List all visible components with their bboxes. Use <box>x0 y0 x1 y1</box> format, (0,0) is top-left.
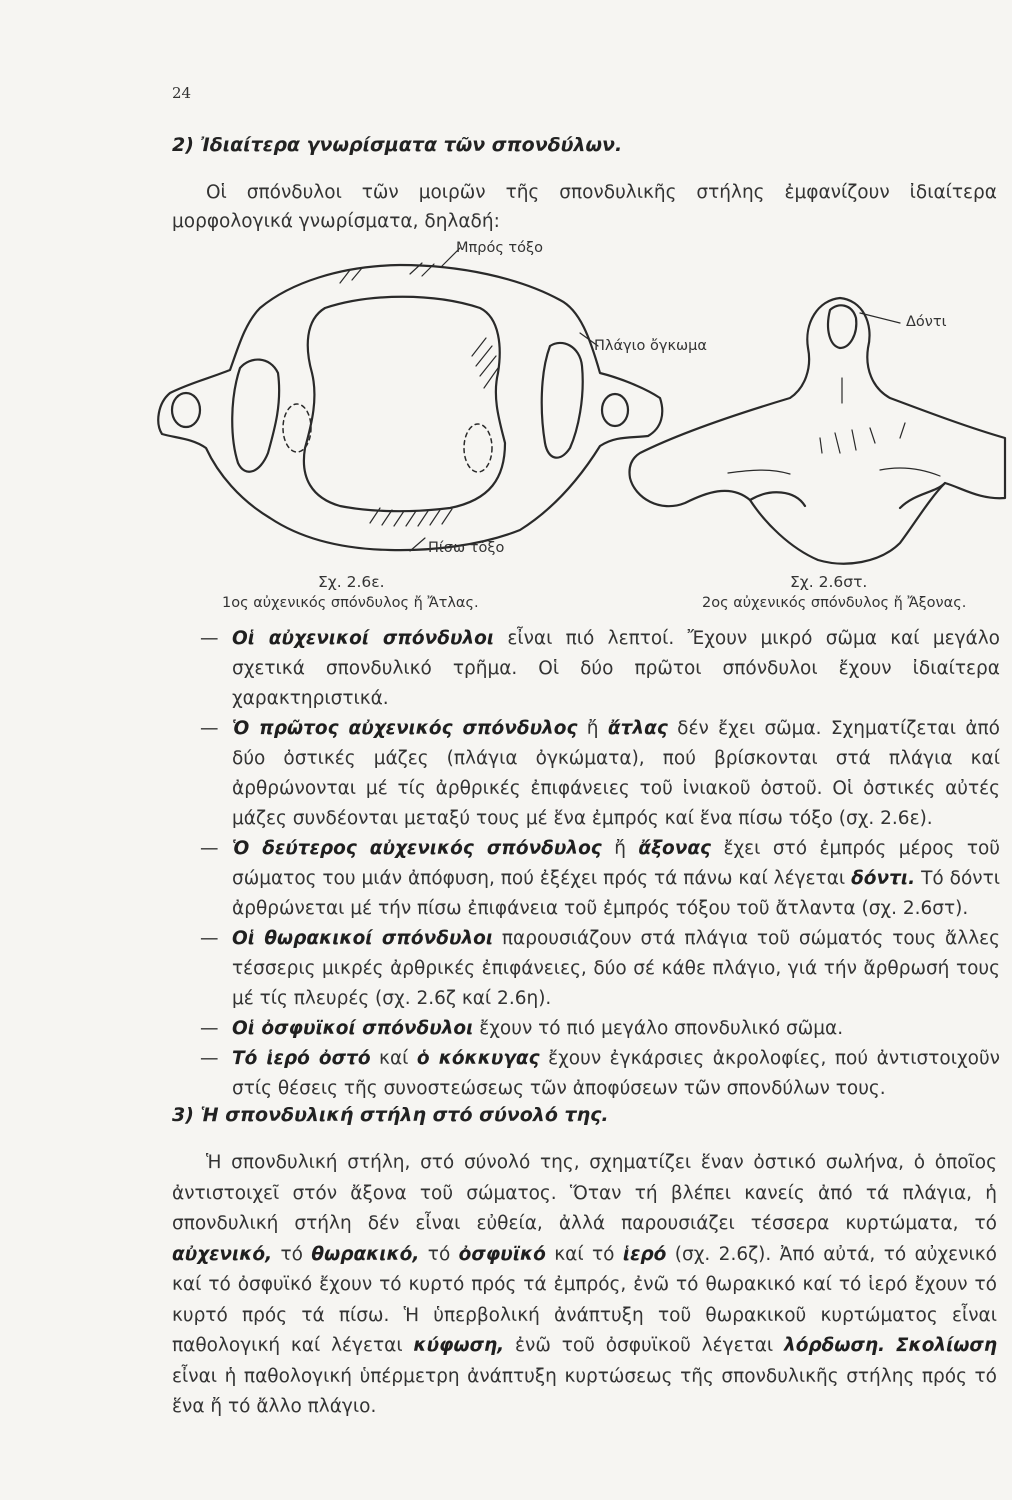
label-dens: Δόντι <box>906 314 947 330</box>
text-run: ἔχουν τό πιό μεγάλο σπονδυλικό σῶμα. <box>473 1018 844 1039</box>
emphasis-term: ἄξονας <box>638 838 712 859</box>
intro-paragraph <box>172 178 997 236</box>
text-run: (σχ. 2.6ζ). Ἀπό αὐτά, τό αὐχενικό καί τό ὀσφυϊκό ἔχουν τό κυρτό πρός τά ἐμπρός, ἐνῶ τό θωρακικό καί τό ἱερό ἔχουν τό κυρτό πρός τά πίσω. Ἡ ὑπερβολική ἀνάπτυξη τοῦ θωρακικοῦ κυρτώματος εἶναι παθολογική καί λέγεται <box>172 1243 997 1356</box>
emphasis-term: Σκολίωση <box>895 1335 997 1356</box>
bullet-dash: — <box>200 1018 219 1039</box>
text-run: καί <box>370 1048 417 1069</box>
intro-text: Οἱ σπόνδυλοι τῶν μοιρῶν τῆς σπονδυλικῆς στήλης ἐμφανίζουν ἰδιαίτερα μορφολογικά γνωρίσματα, δηλαδή: <box>172 182 997 232</box>
label-front-arch: Μπρός τόξο <box>456 240 543 256</box>
text-run: τό <box>419 1243 459 1265</box>
emphasis-term: Οἱ θωρακικοί σπόνδυλοι <box>232 928 494 949</box>
bullet-dash: — <box>200 718 219 739</box>
text-run: καί τό <box>545 1243 623 1265</box>
text-run: εἶναι πιό λεπτοί. Ἔχουν μικρό σῶμα καί μεγάλο σχετικά σπονδυλικό τρῆμα. Οἱ δύο πρῶτοι σπόνδυλοι ἔχουν ἰδιαίτερα χαρακτηριστικά. <box>232 628 1001 709</box>
list-item <box>200 624 1000 714</box>
emphasis-term: ἄτλας <box>607 718 668 739</box>
list-item <box>200 924 1000 1014</box>
emphasis-term: Τό ἱερό ὀστό <box>232 1048 371 1069</box>
text-run: παρουσιάζουν στά πλάγια τοῦ σώματός τους ἄλλες τέσσερις μικρές ἀρθρικές ἐπιφάνειες, δύο σέ κάθε πλάγιο, γιά τήν ἄρθρωσή τους μέ τίς πλευρές (σχ. 2.6ζ καί 2.6η). <box>232 928 1001 1009</box>
text-run: ἐνῶ τοῦ ὀσφυϊκοῦ λέγεται <box>504 1335 785 1356</box>
caption-left-text: 1ος αὐχενικός σπόνδυλος ἤ Ἄτλας. <box>222 595 479 611</box>
emphasis-term: Ὁ δεύτερος αὐχενικός σπόνδυλος <box>232 838 602 859</box>
emphasis-term: ὀσφυϊκό <box>458 1243 546 1265</box>
text-run: ἤ <box>601 838 639 859</box>
atlas-outline <box>158 265 662 550</box>
bullet-dash: — <box>200 628 219 649</box>
emphasis-term: λόρδωση. <box>784 1335 886 1356</box>
emphasis-term: Οἱ ὀσφυϊκοί σπόνδυλοι <box>232 1018 474 1039</box>
section-heading-3: 3) Ἡ σπονδυλική στήλη στό σύνολό της. <box>172 1104 609 1126</box>
emphasis-term: κύφωση, <box>413 1335 505 1356</box>
bullet-dash: — <box>200 928 219 949</box>
atlas-left-mass <box>232 360 279 472</box>
list-item <box>200 1014 1000 1044</box>
list-item <box>200 1044 1000 1104</box>
text-run: Ἡ σπονδυλική στήλη, στό σύνολό της, σχηματίζει ἕναν ὀστικό σωλήνα, ὁ ὁποῖος ἀντιστοιχεῖ στόν ἄξονα τοῦ σώματος. Ὅταν τή βλέπει κανείς ἀπό τά πλάγια, ἡ σπονδυλική στήλη δέν εἶναι εὐθεία, ἀλλά παρουσιάζει τέσσερα κυρτώματα, τό <box>172 1152 997 1234</box>
axis-dens <box>828 305 856 348</box>
bullet-dash: — <box>200 1048 219 1069</box>
page-number: 24 <box>172 84 192 102</box>
emphasis-term: ἱερό <box>622 1243 667 1265</box>
text-run: Τό δόντι ἀρθρώνεται μέ τήν πίσω ἐπιφάνεια τοῦ ἐμπρός τόξου τοῦ ἄτλαντα (σχ. 2.6στ). <box>232 868 1000 919</box>
emphasis-term: Ὁ πρῶτος αὐχενικός σπόνδυλος <box>232 718 578 739</box>
text-run: δέν ἔχει σῶμα. Σχηματίζεται ἀπό δύο ὀστικές μάζες (πλάγια ὀγκώματα), πού βρίσκονται στά πλάγια καί ἀρθρώνονται μέ τίς ἀρθρικές ἐπιφάνειες τοῦ ἰνιακοῦ ὀστοῦ. Οἱ ὀστικές αὐτές μάζες συνδέονται μεταξύ τους μέ ἕνα ἐμπρός καί ἕνα πίσω τόξο (σχ. 2.6ε). <box>232 718 1000 829</box>
vertebrae-drawing <box>100 238 1012 618</box>
text-run: εἶναι ἡ παθολογική ὑπέρμετρη ἀνάπτυξη κυρτώσεως τῆς σπονδυλικῆς στήλης πρός τό ἕνα ἤ τό ἄλλο πλάγιο. <box>172 1365 997 1417</box>
label-lateral-mass: Πλάγιο ὄγκωμα <box>594 338 707 354</box>
caption-left-number: Σχ. 2.6ε. <box>318 573 385 591</box>
atlas-foramen <box>304 297 505 511</box>
emphasis-term: αὐχενικό, <box>172 1243 273 1265</box>
list-item <box>200 714 1000 834</box>
bullet-dash: — <box>200 838 219 859</box>
text-run: τό <box>272 1243 312 1265</box>
caption-right-number: Σχ. 2.6στ. <box>790 573 868 591</box>
section-heading-2: 2) Ἰδιαίτερα γνωρίσματα τῶν σπονδύλων. <box>172 134 623 156</box>
text-run: ἔχουν ἐγκάρσιες ἀκρολοφίες, πού ἀντιστοιχοῦν στίς θέσεις τῆς συνοστεώσεως τῶν ἀποφύσεων τῶν σπονδύλων τους. <box>232 1048 1000 1099</box>
text-run: ἔχει στό ἐμπρός μέρος τοῦ σώματος του μιάν ἀπόφυση, πού ἐξέχει πρός τά πάνω καί λέγεται <box>232 838 1000 889</box>
vertebrae-bullet-list <box>200 624 1000 1104</box>
emphasis-term: δόντι. <box>851 868 916 889</box>
vertebrae-figure <box>100 238 1012 618</box>
emphasis-term: θωρακικό, <box>311 1243 420 1265</box>
section3-paragraph <box>172 1148 997 1423</box>
caption-right-text: 2ος αὐχενικός σπόνδυλος ἤ Ἄξονας. <box>702 595 967 611</box>
emphasis-term: ὁ κόκκυγας <box>416 1048 540 1069</box>
list-item <box>200 834 1000 924</box>
atlas-right-mass <box>542 343 583 458</box>
text-run <box>885 1335 896 1356</box>
emphasis-term: Οἱ αὐχενικοί σπόνδυλοι <box>232 628 495 649</box>
label-back-arch: Πίσω τόξο <box>428 540 505 556</box>
text-run: ἤ <box>577 718 608 739</box>
